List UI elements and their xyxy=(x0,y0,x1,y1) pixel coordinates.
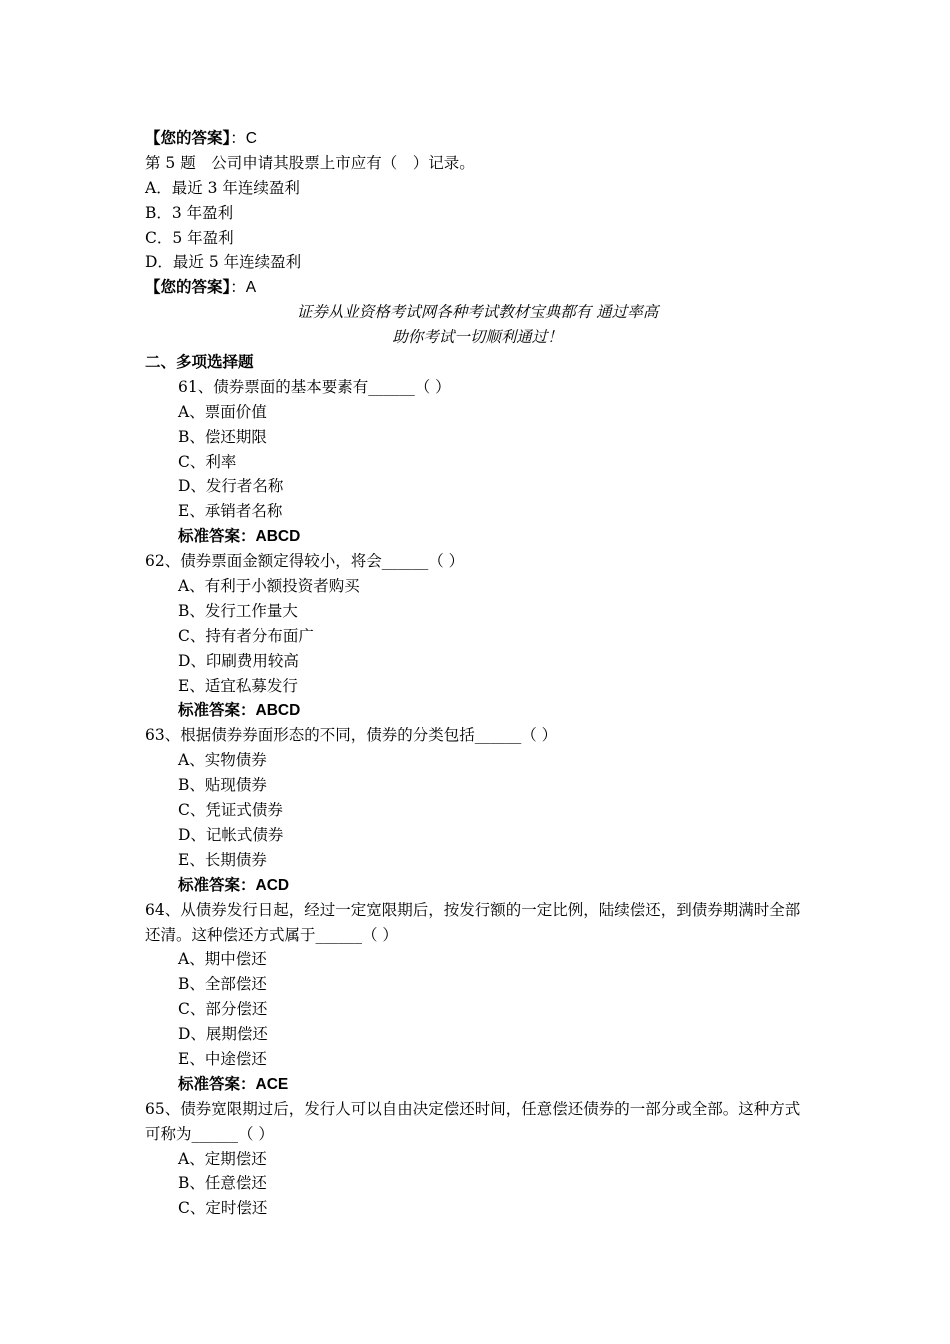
option-item: E、适宜私募发行 xyxy=(178,676,298,695)
answer-value: ：A xyxy=(230,279,257,297)
answer-value: ABCD xyxy=(255,528,301,546)
document-content xyxy=(145,126,810,1221)
option-item: B、贴现债券 xyxy=(178,776,267,795)
option-item: B、偿还期限 xyxy=(178,427,267,446)
promo-line-2: 助你考试一切顺利通过！ xyxy=(392,328,563,347)
promo-line-1: 证券从业资格考试网各种考试教材宝典都有 通过率高 xyxy=(296,303,659,322)
option-item: B、全部偿还 xyxy=(178,975,267,994)
option-item: A、期中偿还 xyxy=(178,950,267,969)
option-item: C、定时偿还 xyxy=(178,1199,268,1218)
option-item: D、展期偿还 xyxy=(178,1025,268,1044)
answer-label: 标准答案： xyxy=(178,526,256,546)
option-item: E、承销者名称 xyxy=(178,502,283,521)
option-item: A、定期偿还 xyxy=(178,1149,267,1168)
question-stem: 第 5 题 公司申请其股票上市应有（ ）记录。 xyxy=(145,153,475,172)
answer-line xyxy=(145,126,810,151)
option-item: A、有利于小额投资者购买 xyxy=(178,577,360,596)
option-item: D、印刷费用较高 xyxy=(178,651,299,670)
option-item: A、实物债券 xyxy=(178,751,267,770)
question-stem: 64、从债券发行日起，经过一定宽限期后，按发行额的一定比例，陆续偿还，到债券期满时全部还清。这种偿还方式属于______（ ） xyxy=(145,900,801,944)
question-stem: 62、债券票面金额定得较小，将会______（ ） xyxy=(145,552,465,571)
option-item: C、利率 xyxy=(178,452,237,471)
answer-label: 标准答案： xyxy=(178,874,256,894)
answer-label: 标准答案： xyxy=(178,1073,256,1093)
question-stem: 63、根据债券券面形态的不同，债券的分类包括______（ ） xyxy=(145,726,558,745)
option-item: C、持有者分布面广 xyxy=(178,626,314,645)
option-item: A、票面价值 xyxy=(178,402,267,421)
option-item: D．最近 5 年连续盈利 xyxy=(145,253,302,272)
option-item: B．3 年盈利 xyxy=(145,203,234,222)
answer-label: 【您的答案】 xyxy=(145,277,231,297)
answer-value: ACD xyxy=(255,876,290,894)
option-item: D、记帐式债券 xyxy=(178,825,284,844)
option-item: C．5 年盈利 xyxy=(145,228,234,247)
standard-answer xyxy=(145,1072,810,1097)
question-stem: 61、债券票面的基本要素有______（ ） xyxy=(178,377,451,396)
standard-answer xyxy=(145,698,810,723)
option-item: C、部分偿还 xyxy=(178,1000,268,1019)
option-item: B、任意偿还 xyxy=(178,1174,267,1193)
section-title: 二、多项选择题 xyxy=(145,352,254,372)
option-item: B、发行工作量大 xyxy=(178,601,298,620)
option-item: D、发行者名称 xyxy=(178,477,284,496)
question-stem: 65、债券宽限期过后，发行人可以自由决定偿还时间，任意偿还债券的一部分或全部。这种方式可称为______（ ） xyxy=(145,1099,801,1143)
standard-answer xyxy=(145,873,810,898)
answer-line xyxy=(145,275,810,300)
option-item: A．最近 3 年连续盈利 xyxy=(145,178,300,197)
answer-value: ABCD xyxy=(255,702,301,720)
answer-label: 【您的答案】 xyxy=(145,128,231,147)
option-item: E、长期债券 xyxy=(178,850,267,869)
option-item: E、中途偿还 xyxy=(178,1049,267,1068)
option-item: C、凭证式债券 xyxy=(178,801,283,820)
answer-value: ACE xyxy=(255,1075,289,1093)
answer-value: ：C xyxy=(230,130,257,147)
answer-label: 标准答案： xyxy=(178,700,256,720)
standard-answer xyxy=(145,524,810,549)
